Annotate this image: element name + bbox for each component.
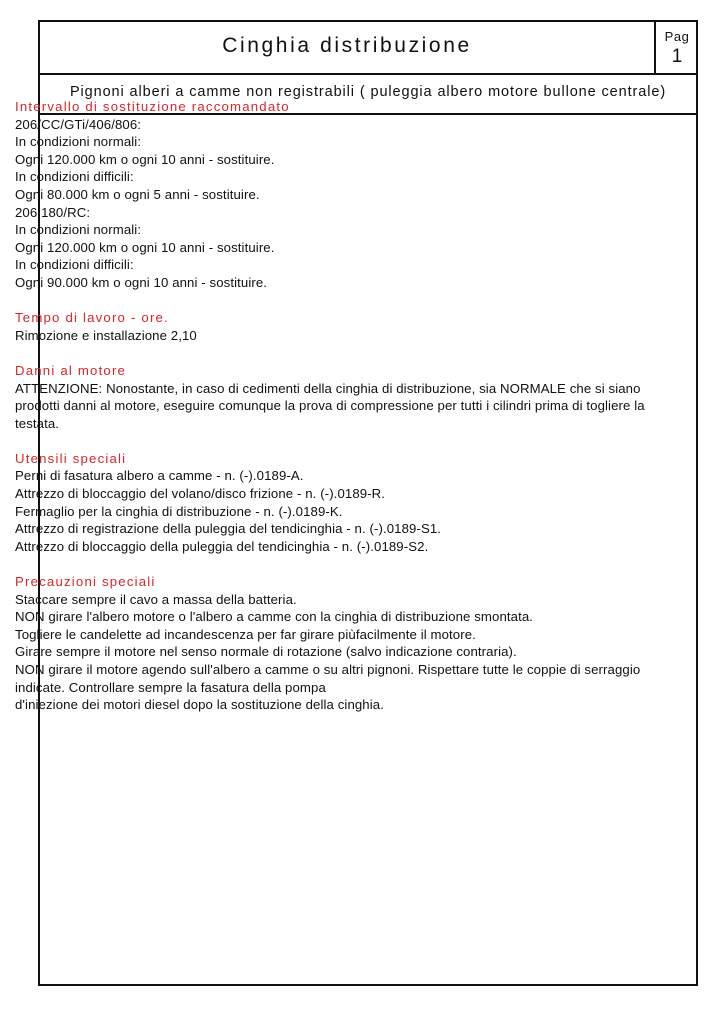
section [15, 98, 647, 292]
text-line: Perni di fasatura albero a camme - n. (-).0189-A. [15, 468, 304, 484]
text-line: d'iniezione dei motori diesel dopo la sostituzione della cinghia. [15, 697, 384, 713]
text-line: ATTENZIONE: Nonostante, in caso di cedimenti della cinghia di distribuzione, sia NORMALE che si siano prodotti danni al motore, eseguire comunque la prova di compressione per tutti i cilindri prima di togliere la testata. [15, 380, 645, 431]
text-line: In condizioni normali: [15, 134, 142, 150]
text-line: Ogni 90.000 km o ogni 10 anni - sostituire. [15, 274, 268, 290]
section-heading: Utensili speciali [15, 450, 127, 466]
text-line: Fermaglio per la cinghia di distribuzione - n. (-).0189-K. [15, 503, 343, 519]
text-line: Togliere le candelette ad incandescenza per far girare piùfacilmente il motore. [15, 626, 476, 642]
section [15, 450, 647, 556]
section [15, 573, 647, 714]
section-heading: Danni al motore [15, 362, 127, 378]
section-heading: Precauzioni speciali [15, 574, 156, 590]
text-line: Ogni 80.000 km o ogni 5 anni - sostituire. [15, 186, 260, 202]
subtitle: Pignoni alberi a camme non registrabili ( puleggia albero motore bullone centrale) [69, 84, 667, 100]
page-label: Pag [664, 29, 690, 44]
text-line: Attrezzo di registrazione della puleggia del tendicinghia - n. (-).0189-S1. [15, 521, 442, 537]
text-line: Staccare sempre il cavo a massa della batteria. [15, 591, 297, 607]
title-row [40, 22, 696, 75]
page-number-box [654, 22, 698, 73]
text-line: Girare sempre il motore nel senso normale di rotazione (salvo indicazione contraria). [15, 644, 517, 660]
section-heading: Intervallo di sostituzione raccomandato [15, 99, 290, 114]
page-number: 1 [671, 46, 683, 67]
section-heading: Tempo di lavoro - ore. [15, 310, 169, 326]
text-line: Rimozione e installazione 2,10 [15, 327, 197, 343]
text-line: Ogni 120.000 km o ogni 10 anni - sostituire. [15, 151, 275, 167]
content-body [15, 98, 647, 731]
text-line: 206/CC/GTi/406/806: [15, 116, 142, 132]
section [15, 362, 647, 432]
page-title: Cinghia distribuzione [222, 34, 472, 57]
text-line: NON girare il motore agendo sull'albero a camme o su altri pignoni. Rispettare tutte le coppie di serraggio indicate. Controllare sempre la fasatura della pompa [15, 662, 641, 695]
text-line: In condizioni difficili: [15, 257, 134, 273]
text-line: In condizioni difficili: [15, 169, 134, 185]
section [15, 309, 647, 344]
text-line: Ogni 120.000 km o ogni 10 anni - sostituire. [15, 239, 275, 255]
text-line: Attrezzo di bloccaggio del volano/disco frizione - n. (-).0189-R. [15, 486, 386, 502]
text-line: NON girare l'albero motore o l'albero a camme con la cinghia di distribuzione smontata. [15, 609, 534, 625]
text-line: 206 180/RC: [15, 204, 91, 220]
text-line: In condizioni normali: [15, 222, 142, 238]
text-line: Attrezzo di bloccaggio della puleggia del tendicinghia - n. (-).0189-S2. [15, 538, 429, 554]
